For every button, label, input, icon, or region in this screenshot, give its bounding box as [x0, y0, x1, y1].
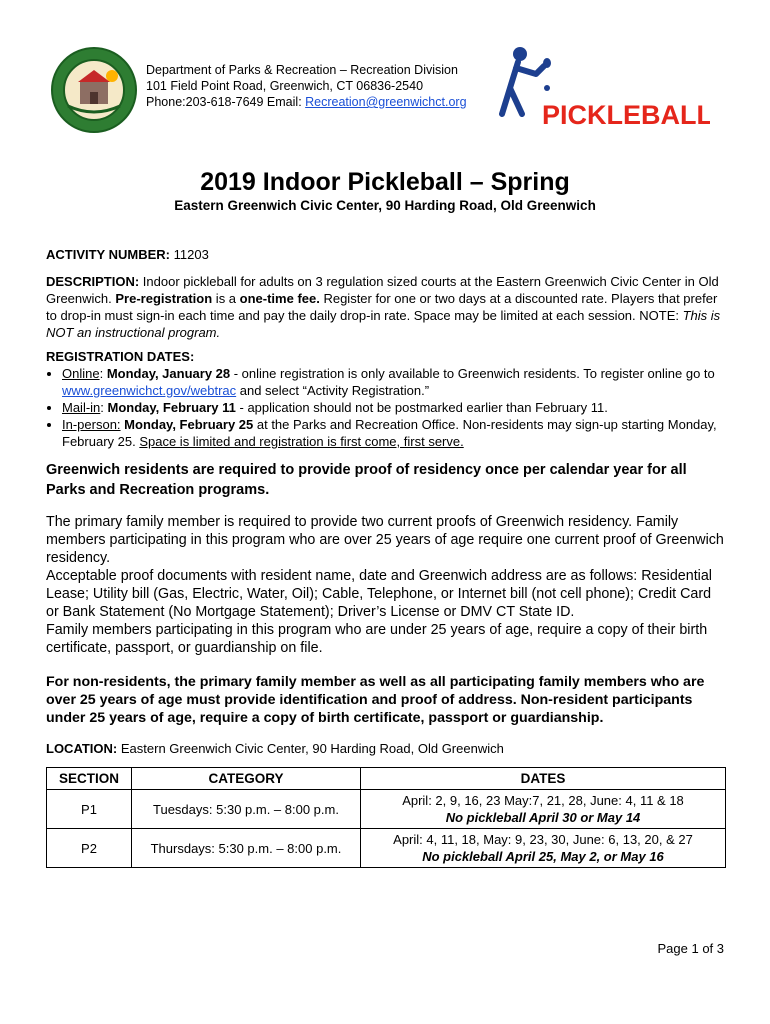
description-text: Register for one or two days at a discounted rate. Players that prefer to drop-in must sign-in each time and pay the daily drop-in rate. Space may be limited at each session. NOTE: [46, 291, 718, 323]
department-header [146, 62, 467, 110]
page-title: 2019 Indoor Pickleball – Spring [200, 168, 570, 196]
department-address: 101 Field Point Road, Greenwich, CT 06836-2540 [146, 79, 424, 93]
column-header-section: SECTION [47, 768, 132, 790]
registration-mail: • Mail-in: Monday, February 11 - application should not be postmarked earlier than February 11. [62, 399, 726, 416]
residency-notice: Greenwich residents are required to provide proof of residency once per calendar year for all Parks and Recreation programs. [46, 462, 687, 498]
registration-label: REGISTRATION DATES: [46, 349, 195, 364]
location [46, 740, 726, 757]
in-person-note: Space is limited and registration is first come, first serve. [139, 434, 464, 449]
category-cell: Tuesdays: 5:30 p.m. – 8:00 p.m. [132, 790, 361, 829]
description-bold: Pre-registration [115, 291, 213, 306]
description [46, 273, 726, 341]
registration-list [46, 365, 726, 450]
residency-paragraph: The primary family member is required to provide two current proofs of Greenwich residency. Family members participating in this program who are over 25 years of age require one current proof of Greenwich residency. [46, 514, 724, 566]
section-cell: P2 [47, 829, 132, 868]
main-content [46, 246, 726, 868]
mail-label: Mail-in [62, 400, 101, 415]
description-text: is a [212, 291, 240, 306]
dates-note: No pickleball April 25, May 2, or May 16 [422, 849, 664, 864]
page-number: Page 1 of 3 [657, 941, 724, 956]
description-note: This is NOT an instructional program. [46, 308, 721, 340]
description-bold: one-time fee. [239, 291, 320, 306]
residency-paragraph: Family members participating in this program who are under 25 years of age, require a copy of their birth certificate, passport, or guardianship on file. [46, 622, 708, 656]
department-contact [146, 94, 467, 110]
residency-paragraph: Acceptable proof documents with resident name, date and Greenwich address are as follows: Residential Lease; Utility bill (Gas, Electric, Water, Oil); Cable, Telephone, or Internet bill (not cell phone); Credit Card or Bank Statement (No Mortgage Statement); Driver’s License or DMV CT State ID. [46, 568, 712, 620]
in-person-label: In-person: [62, 417, 121, 432]
dates-cell [361, 790, 726, 829]
town-seal-logo [50, 46, 138, 134]
phone-label: Phone:203-618-7649 Email: [146, 95, 306, 109]
category-cell: Thursdays: 5:30 p.m. – 8:00 p.m. [132, 829, 361, 868]
column-header-dates: DATES [361, 768, 726, 790]
section-cell: P1 [47, 790, 132, 829]
mail-text: - application should not be postmarked earlier than February 11. [235, 400, 608, 415]
residency-requirements [46, 513, 726, 657]
department-name: Department of Parks & Recreation – Recreation Division [146, 63, 458, 77]
dates-value: April: 2, 9, 16, 23 May:7, 21, 28, June: 4, 11 & 18 [402, 793, 684, 808]
dates-value: April: 4, 11, 18, May: 9, 23, 30, June: 6, 13, 20, & 27 [393, 832, 693, 847]
player-head-icon [513, 47, 527, 61]
activity-label: ACTIVITY NUMBER: [46, 247, 170, 262]
page-subtitle: Eastern Greenwich Civic Center, 90 Harding Road, Old Greenwich [174, 198, 596, 213]
activity-number [46, 246, 726, 263]
online-text: and select “Activity Registration.” [236, 383, 430, 398]
registration-in-person [62, 416, 726, 450]
in-person-text: at the Parks and Recreation Office. Non-residents may sign-up starting Monday, February 25. [62, 417, 717, 449]
location-value: Eastern Greenwich Civic Center, 90 Harding Road, Old Greenwich [120, 741, 504, 756]
activity-value: 11203 [173, 247, 209, 262]
webtrac-link[interactable]: www.greenwichct.gov/webtrac [62, 383, 237, 398]
location-label: LOCATION: [46, 741, 118, 756]
table-row [47, 790, 726, 829]
table-row [47, 829, 726, 868]
column-header-category: CATEGORY [132, 768, 361, 790]
dates-note: No pickleball April 30 or May 14 [445, 810, 641, 825]
mail-date: Monday, February 11 [107, 400, 236, 415]
online-text: - online registration is only available to Greenwich residents. To register online go to [230, 366, 715, 381]
description-label: DESCRIPTION: [46, 274, 140, 289]
email-link[interactable]: Recreation@greenwichct.org [305, 95, 467, 109]
pickleball-logo-text: PICKLEBALL [542, 100, 710, 128]
table-header-row [47, 768, 726, 790]
online-label: Online [62, 366, 100, 381]
registration-online: • Online: Monday, January 28 - online registration is only available to Greenwich residents. To register online go to www.greenwichct.gov/webtrac and select “Activity Registration.” [62, 365, 726, 399]
nonresident-notice: For non-residents, the primary family member as well as all participating family members who are over 25 years of age must provide identification and proof of address. Non-resident participants under 25 years of age, require a copy of birth certificate, passport or guardianship. [46, 674, 705, 726]
dates-cell [361, 829, 726, 868]
description-text: Indoor pickleball for adults on 3 regulation sized courts at the Eastern Greenwich Civic Center in Old Greenwich. [46, 274, 719, 306]
pickleball-logo [498, 44, 710, 128]
online-date: Monday, January 28 [106, 366, 231, 381]
in-person-date: Monday, February 25 [124, 417, 254, 432]
schedule-table [46, 767, 726, 868]
